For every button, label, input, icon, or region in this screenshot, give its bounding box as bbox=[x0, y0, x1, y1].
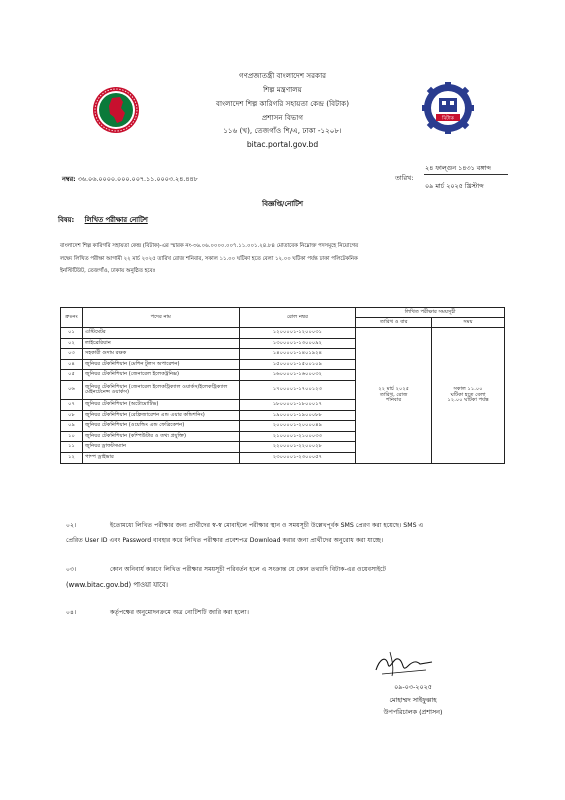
row-post: সহকারী গুদাম রক্ষক bbox=[82, 349, 239, 360]
row-serial: ০৫ bbox=[61, 370, 83, 381]
row-serial: ০৮ bbox=[61, 410, 83, 421]
header-government: গণপ্রজাতন্ত্রী বাংলাদেশ সরকার bbox=[238, 71, 327, 80]
row-roll: ২২০০০০১-২২০০০২৮ bbox=[239, 442, 356, 453]
row-serial: ০২ bbox=[61, 338, 83, 349]
schedule-date-cell bbox=[356, 328, 432, 464]
memo-number-value: ৩৬.০৬.০০০০.০০০.০০৭.১১.০০০৩.২৪.৪৪৮ bbox=[77, 175, 198, 183]
schedule-time-line: সকাল ১১.০০ bbox=[453, 386, 483, 393]
signature bbox=[372, 648, 438, 680]
row-roll: ১৭০০০০১-১৭০০১২৩ bbox=[239, 380, 356, 399]
schedule-time-line: ঘটিকা হতে বেলা bbox=[450, 391, 486, 398]
para3-number: ০৩। bbox=[66, 566, 77, 573]
row-post: পাম্প ড্রাইভার bbox=[82, 452, 239, 463]
subject-line bbox=[58, 214, 148, 226]
signature-date: ০৯-০৩-২০২৫ bbox=[394, 683, 432, 691]
subject-label: বিষয়: bbox=[58, 216, 75, 224]
exam-schedule-table bbox=[60, 307, 505, 464]
memo-date-label: তারিখ: bbox=[395, 174, 414, 182]
header-website: bitac.portal.gov.bd bbox=[246, 140, 319, 149]
row-post: জুনিয়র টেকনিশিয়ান (জেনারেল ইলেকট্রনিক্স) bbox=[82, 370, 239, 381]
header-division: প্রশাসন বিভাগ bbox=[261, 113, 304, 122]
row-serial: ০৪ bbox=[61, 359, 83, 370]
para4-number: ০৪। bbox=[66, 609, 77, 616]
row-post: জুনিয়র টেকনিশিয়ান (ওয়েল্ডিং এন্ড ফেব্রিকেশন) bbox=[82, 421, 239, 432]
header-ministry: শিল্প মন্ত্রণালয় bbox=[263, 85, 302, 94]
intro-line: লক্ষ্যে লিখিত পরীক্ষা আগামী ২২ মার্চ ২০২৫ তারিখ রোজ শনিবার, সকাল ১১.০০ ঘটিকা হতে বেলা ১২.০০ ঘটিকা পর্যন্ত ঢাকা পলিটেকনিক bbox=[60, 255, 358, 262]
header-exam-schedule: লিখিত পরীক্ষার সময়সূচী bbox=[356, 308, 505, 318]
header-time: সময় bbox=[432, 318, 505, 328]
memo-number-label: নম্বর: bbox=[62, 175, 76, 183]
row-roll: ২৩০০০০১-২৩০০০৫৭ bbox=[239, 452, 356, 463]
row-post: লাইব্রেরিয়ান bbox=[82, 338, 239, 349]
row-post: জুনিয়র টেকনিশিয়ান (রেফ্রিজারেশন এন্ড এয়ার কন্ডিশনিং) bbox=[82, 410, 239, 421]
row-roll: ১৯০০০০১-১৯০০০৮৮ bbox=[239, 410, 356, 421]
memo-date-bangla: ২৪ ফাল্গুন ১৪৩১ বঙ্গাব্দ bbox=[425, 164, 491, 172]
notice-title: বিজ্ঞপ্তি/নোটিশ bbox=[262, 200, 303, 208]
row-roll: ১৬০০০০১-১৬০০০৩২ bbox=[239, 370, 356, 381]
para2-number: ০২। bbox=[66, 522, 77, 529]
para4-text: কর্তৃপক্ষের অনুমোদনক্রমে অত্র নোটিশটি জারি করা হলো। bbox=[110, 609, 249, 616]
header-address: ১১৬ (খ), তেজগাঁও শি/এ, ঢাকা -১২০৮। bbox=[223, 126, 342, 135]
row-roll: ২১০০০০১-২১০০০৩৩ bbox=[239, 431, 356, 442]
table-row bbox=[61, 328, 505, 339]
row-serial: ০৩ bbox=[61, 349, 83, 360]
row-post: জুনিয়র টেকনিশিয়ান (মেশিন টুলস অপারেশন) bbox=[82, 359, 239, 370]
row-post: এস্টিমেটর bbox=[82, 328, 239, 339]
schedule-date-line: শনিবার bbox=[386, 396, 402, 403]
header-post-name: পদের নাম bbox=[82, 308, 239, 328]
schedule-time-line: ১২.০০ ঘটিকা পর্যন্ত bbox=[447, 396, 489, 403]
row-serial: ০৬ bbox=[61, 380, 83, 399]
intro-paragraph bbox=[60, 240, 508, 278]
schedule-time-cell bbox=[432, 328, 505, 464]
para2-line2: প্রেরিত User ID এবং Password ব্যবহার করে লিখিত পরীক্ষার প্রবেশপত্র Download করার জন্য প্রার্থীদের অনুরোধ করা যাচ্ছে। bbox=[66, 537, 384, 544]
header-roll-number: রোল নম্বর bbox=[239, 308, 356, 328]
memo-number bbox=[62, 174, 198, 185]
intro-line: ইনস্টিটিউট, তেজগাঁও, ঢাকায় অনুষ্ঠিত হবেঃ bbox=[60, 268, 156, 274]
memo-date-english: ০৯ মার্চ ২০২৫ খ্রিস্টাব্দ bbox=[425, 182, 484, 190]
signatory-name: মোহাম্মদ সাইফুল্লাহ bbox=[389, 696, 437, 704]
header-serial: ক্রঃনং bbox=[61, 308, 83, 328]
row-roll: ১৩০০০০১-১৩০০০৯২ bbox=[239, 338, 356, 349]
row-roll: ১৮০০০০১-১৮০০০১৭ bbox=[239, 399, 356, 410]
para3-line1: কোন অনিবার্য কারণে লিখিত পরীক্ষার সময়সূচী পরিবর্তন হলে এ সংক্রান্ত যে কোন তথ্যাদি বিটাক-এর ওয়েবসাইটে bbox=[110, 566, 387, 573]
intro-line: বাংলাদেশ শিল্প কারিগরি সহায়তা কেন্দ্র (বিটাক)-এর স্মারক নং-৩৬.০৬.০০০০.০০৭.১১.০০১.২৪.৮৪ মোতাবেক নিম্নোক্ত পদসমূহে নিয়োগের bbox=[60, 243, 359, 249]
para2-line1: ইতোমধ্যে লিখিত পরীক্ষার জন্য প্রার্থীদের স্ব-স্ব মোবাইলে পরীক্ষার স্থান ও সময়সূচী উল্লেখপূর্বক SMS প্রেরণ করা হয়েছে। SMS এ bbox=[110, 522, 424, 529]
row-roll: ১৪০০০০১-১৪০১৯২৪ bbox=[239, 349, 356, 360]
row-post: জুনিয়র ড্রাফটসম্যান bbox=[82, 442, 239, 453]
row-serial: ১০ bbox=[61, 431, 83, 442]
schedule-date-line: তারিখ, রোজ bbox=[379, 391, 408, 398]
row-post: জুনিয়র টেকনিশিয়ান (অটোমোটিভ) bbox=[82, 399, 239, 410]
row-post: জুনিয়র টেকনিশিয়ান (কম্পিউটার ও তথ্য প্রযুক্তি) bbox=[82, 431, 239, 442]
row-serial: ০১ bbox=[61, 328, 83, 339]
row-serial: ১১ bbox=[61, 442, 83, 453]
header-date-day: তারিখ ও বার bbox=[356, 318, 432, 328]
bitac-logo-text: বিটাক bbox=[442, 115, 454, 122]
signatory-designation: উপপরিচালক (প্রশাসন) bbox=[383, 708, 443, 716]
row-post: জুনিয়র টেকনিশিয়ান (জেনারেল ইলেকট্রিক্যাল ওয়ার্কস/ইলেকট্রিক্যাল মেইনটেনেন্স ওয়ার্কস) bbox=[82, 380, 239, 399]
row-roll: ১৫০০০০১-১৫০০১০৯ bbox=[239, 359, 356, 370]
para3-line2: (www.bitac.gov.bd) পাওয়া যাবে। bbox=[66, 581, 168, 589]
row-roll: ১২০০০০১-১২০০০৩১ bbox=[239, 328, 356, 339]
row-roll: ২০০০০০১-২০০০০৪৯ bbox=[239, 421, 356, 432]
row-serial: ১২ bbox=[61, 452, 83, 463]
header-organization: বাংলাদেশ শিল্প কারিগরি সহায়তা কেন্দ্র (বিটাক) bbox=[215, 99, 349, 108]
row-serial: ০৯ bbox=[61, 421, 83, 432]
schedule-date-line: ২২ মার্চ ২০২৫ bbox=[378, 386, 410, 393]
row-serial: ০৭ bbox=[61, 399, 83, 410]
subject-text: লিখিত পরীক্ষার নোটিশ bbox=[84, 216, 148, 224]
date-divider bbox=[424, 174, 508, 175]
